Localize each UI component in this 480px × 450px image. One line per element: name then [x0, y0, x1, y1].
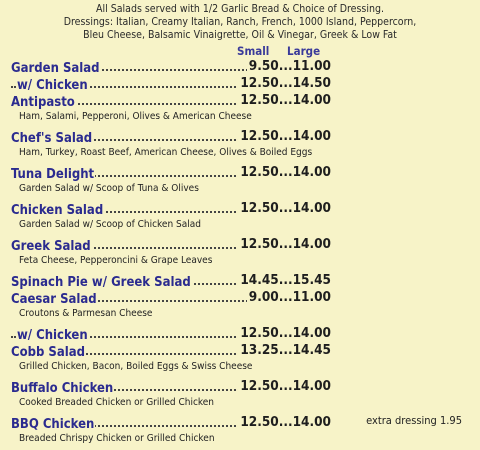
- price-separator: ...: [278, 58, 293, 74]
- menu-item-description: Ham, Turkey, Roast Beef, American Cheese, Olives & Boiled Eggs: [19, 147, 313, 158]
- price-separator: ...: [278, 414, 293, 430]
- large-price: 14.00: [292, 414, 331, 430]
- price-separator: ...: [278, 236, 293, 252]
- menu-item: [11, 414, 331, 431]
- menu-item-name: Greek Salad: [11, 239, 91, 254]
- menu-item-name: BBQ Chicken: [11, 417, 95, 432]
- menu-item-name: w/ Chicken: [17, 78, 88, 93]
- menu-item: [11, 272, 331, 289]
- menu-item-name: Buffalo Chicken: [11, 381, 114, 396]
- menu-item: [11, 58, 331, 75]
- menu-item-prices: [238, 200, 331, 217]
- small-price: 12.50: [240, 236, 279, 252]
- extra-dressing-note: extra dressing 1.95: [366, 414, 462, 427]
- menu-item-prices: [238, 92, 331, 109]
- price-separator: ...: [278, 92, 293, 108]
- menu-item-description: Ham, Salami, Pepperoni, Olives & American Cheese: [19, 111, 252, 122]
- menu-item-description: Garden Salad w/ Scoop of Chicken Salad: [19, 219, 201, 230]
- large-price: 14.00: [292, 164, 331, 180]
- menu-item-prices: [238, 342, 331, 359]
- large-price: 14.00: [292, 92, 331, 108]
- menu-item-prices: [238, 378, 331, 395]
- large-price: 14.00: [292, 236, 331, 252]
- small-price: 12.50: [240, 200, 279, 216]
- price-separator: ...: [278, 272, 293, 288]
- menu-item-prices: [238, 75, 331, 92]
- menu-item-prices: [238, 272, 331, 289]
- price-separator: ...: [278, 164, 293, 180]
- menu-item-description: Cooked Breaded Chicken or Grilled Chicken: [19, 397, 215, 408]
- small-price: 12.50: [240, 128, 279, 144]
- menu-item-name: Garden Salad: [11, 61, 100, 76]
- menu-item-description: Feta Cheese, Pepperoncini & Grape Leaves: [19, 255, 213, 266]
- intro-line-3: Bleu Cheese, Balsamic Vinaigrette, Oil & Vinegar, Greek & Low Fat: [83, 29, 397, 41]
- large-price: 11.00: [292, 289, 331, 305]
- menu-item-name: w/ Chicken: [17, 328, 88, 343]
- small-price: 9.00: [248, 289, 279, 305]
- menu-intro: [0, 3, 480, 42]
- menu-item: [11, 164, 331, 181]
- menu-item-prices: [238, 128, 331, 145]
- salad-menu-list: [11, 58, 331, 450]
- menu-item: [11, 200, 331, 217]
- price-separator: ...: [278, 75, 293, 91]
- large-price: 14.00: [292, 378, 331, 394]
- small-price: 13.25: [240, 342, 279, 358]
- large-column-header: Large: [287, 44, 321, 58]
- menu-item-prices: [247, 58, 331, 75]
- menu-item: [11, 128, 331, 145]
- menu-item: [11, 289, 331, 306]
- menu-item: [11, 342, 331, 359]
- intro-line-1: All Salads served with 1/2 Garlic Bread & Choice of Dressing.: [96, 3, 384, 15]
- price-separator: ...: [278, 342, 293, 358]
- large-price: 14.00: [292, 200, 331, 216]
- small-price: 12.50: [240, 164, 279, 180]
- menu-item-prices: [238, 164, 331, 181]
- menu-item: [11, 325, 331, 342]
- intro-line-2: Dressings: Italian, Creamy Italian, Ranch, French, 1000 Island, Peppercorn,: [63, 16, 417, 28]
- large-price: 15.45: [292, 272, 331, 288]
- menu-item-description: Croutons & Parmesan Cheese: [19, 308, 153, 319]
- price-separator: ...: [278, 128, 293, 144]
- menu-item: [11, 92, 331, 109]
- menu-item: [11, 378, 331, 395]
- menu-item-name: Spinach Pie w/ Greek Salad: [11, 275, 191, 290]
- price-separator: ...: [278, 200, 293, 216]
- menu-item-description: Breaded Chrispy Chicken or Grilled Chicken: [19, 433, 215, 444]
- menu-item-description: Grilled Chicken, Bacon, Boiled Eggs & Swiss Cheese: [19, 361, 253, 372]
- small-price: 12.50: [240, 92, 279, 108]
- price-separator: ...: [278, 378, 293, 394]
- menu-item-prices: [247, 289, 331, 306]
- menu-item-name: Chicken Salad: [11, 203, 104, 218]
- menu-item-name: Caesar Salad: [11, 292, 97, 307]
- menu-item-prices: [238, 325, 331, 342]
- menu-item-name: Cobb Salad: [11, 345, 86, 360]
- small-price: 12.50: [240, 325, 279, 341]
- large-price: 14.45: [292, 342, 331, 358]
- menu-item-prices: [238, 414, 331, 431]
- menu-item-prices: [238, 236, 331, 253]
- small-price: 14.45: [240, 272, 279, 288]
- price-separator: ...: [278, 325, 293, 341]
- menu-item-name: Antipasto: [11, 95, 75, 110]
- small-price: 12.50: [240, 378, 279, 394]
- menu-item-name: Tuna Delight: [11, 167, 95, 182]
- large-price: 14.00: [292, 325, 331, 341]
- small-price: 12.50: [240, 75, 279, 91]
- small-price: 12.50: [240, 414, 279, 430]
- small-price: 9.50: [248, 58, 279, 74]
- menu-item: [11, 75, 331, 92]
- menu-item: [11, 236, 331, 253]
- large-price: 11.00: [292, 58, 331, 74]
- menu-item-name: Chef's Salad: [11, 131, 93, 146]
- large-price: 14.00: [292, 128, 331, 144]
- large-price: 14.50: [292, 75, 331, 91]
- price-separator: ...: [278, 289, 293, 305]
- small-column-header: Small: [237, 44, 270, 58]
- menu-item-description: Garden Salad w/ Scoop of Tuna & Olives: [19, 183, 199, 194]
